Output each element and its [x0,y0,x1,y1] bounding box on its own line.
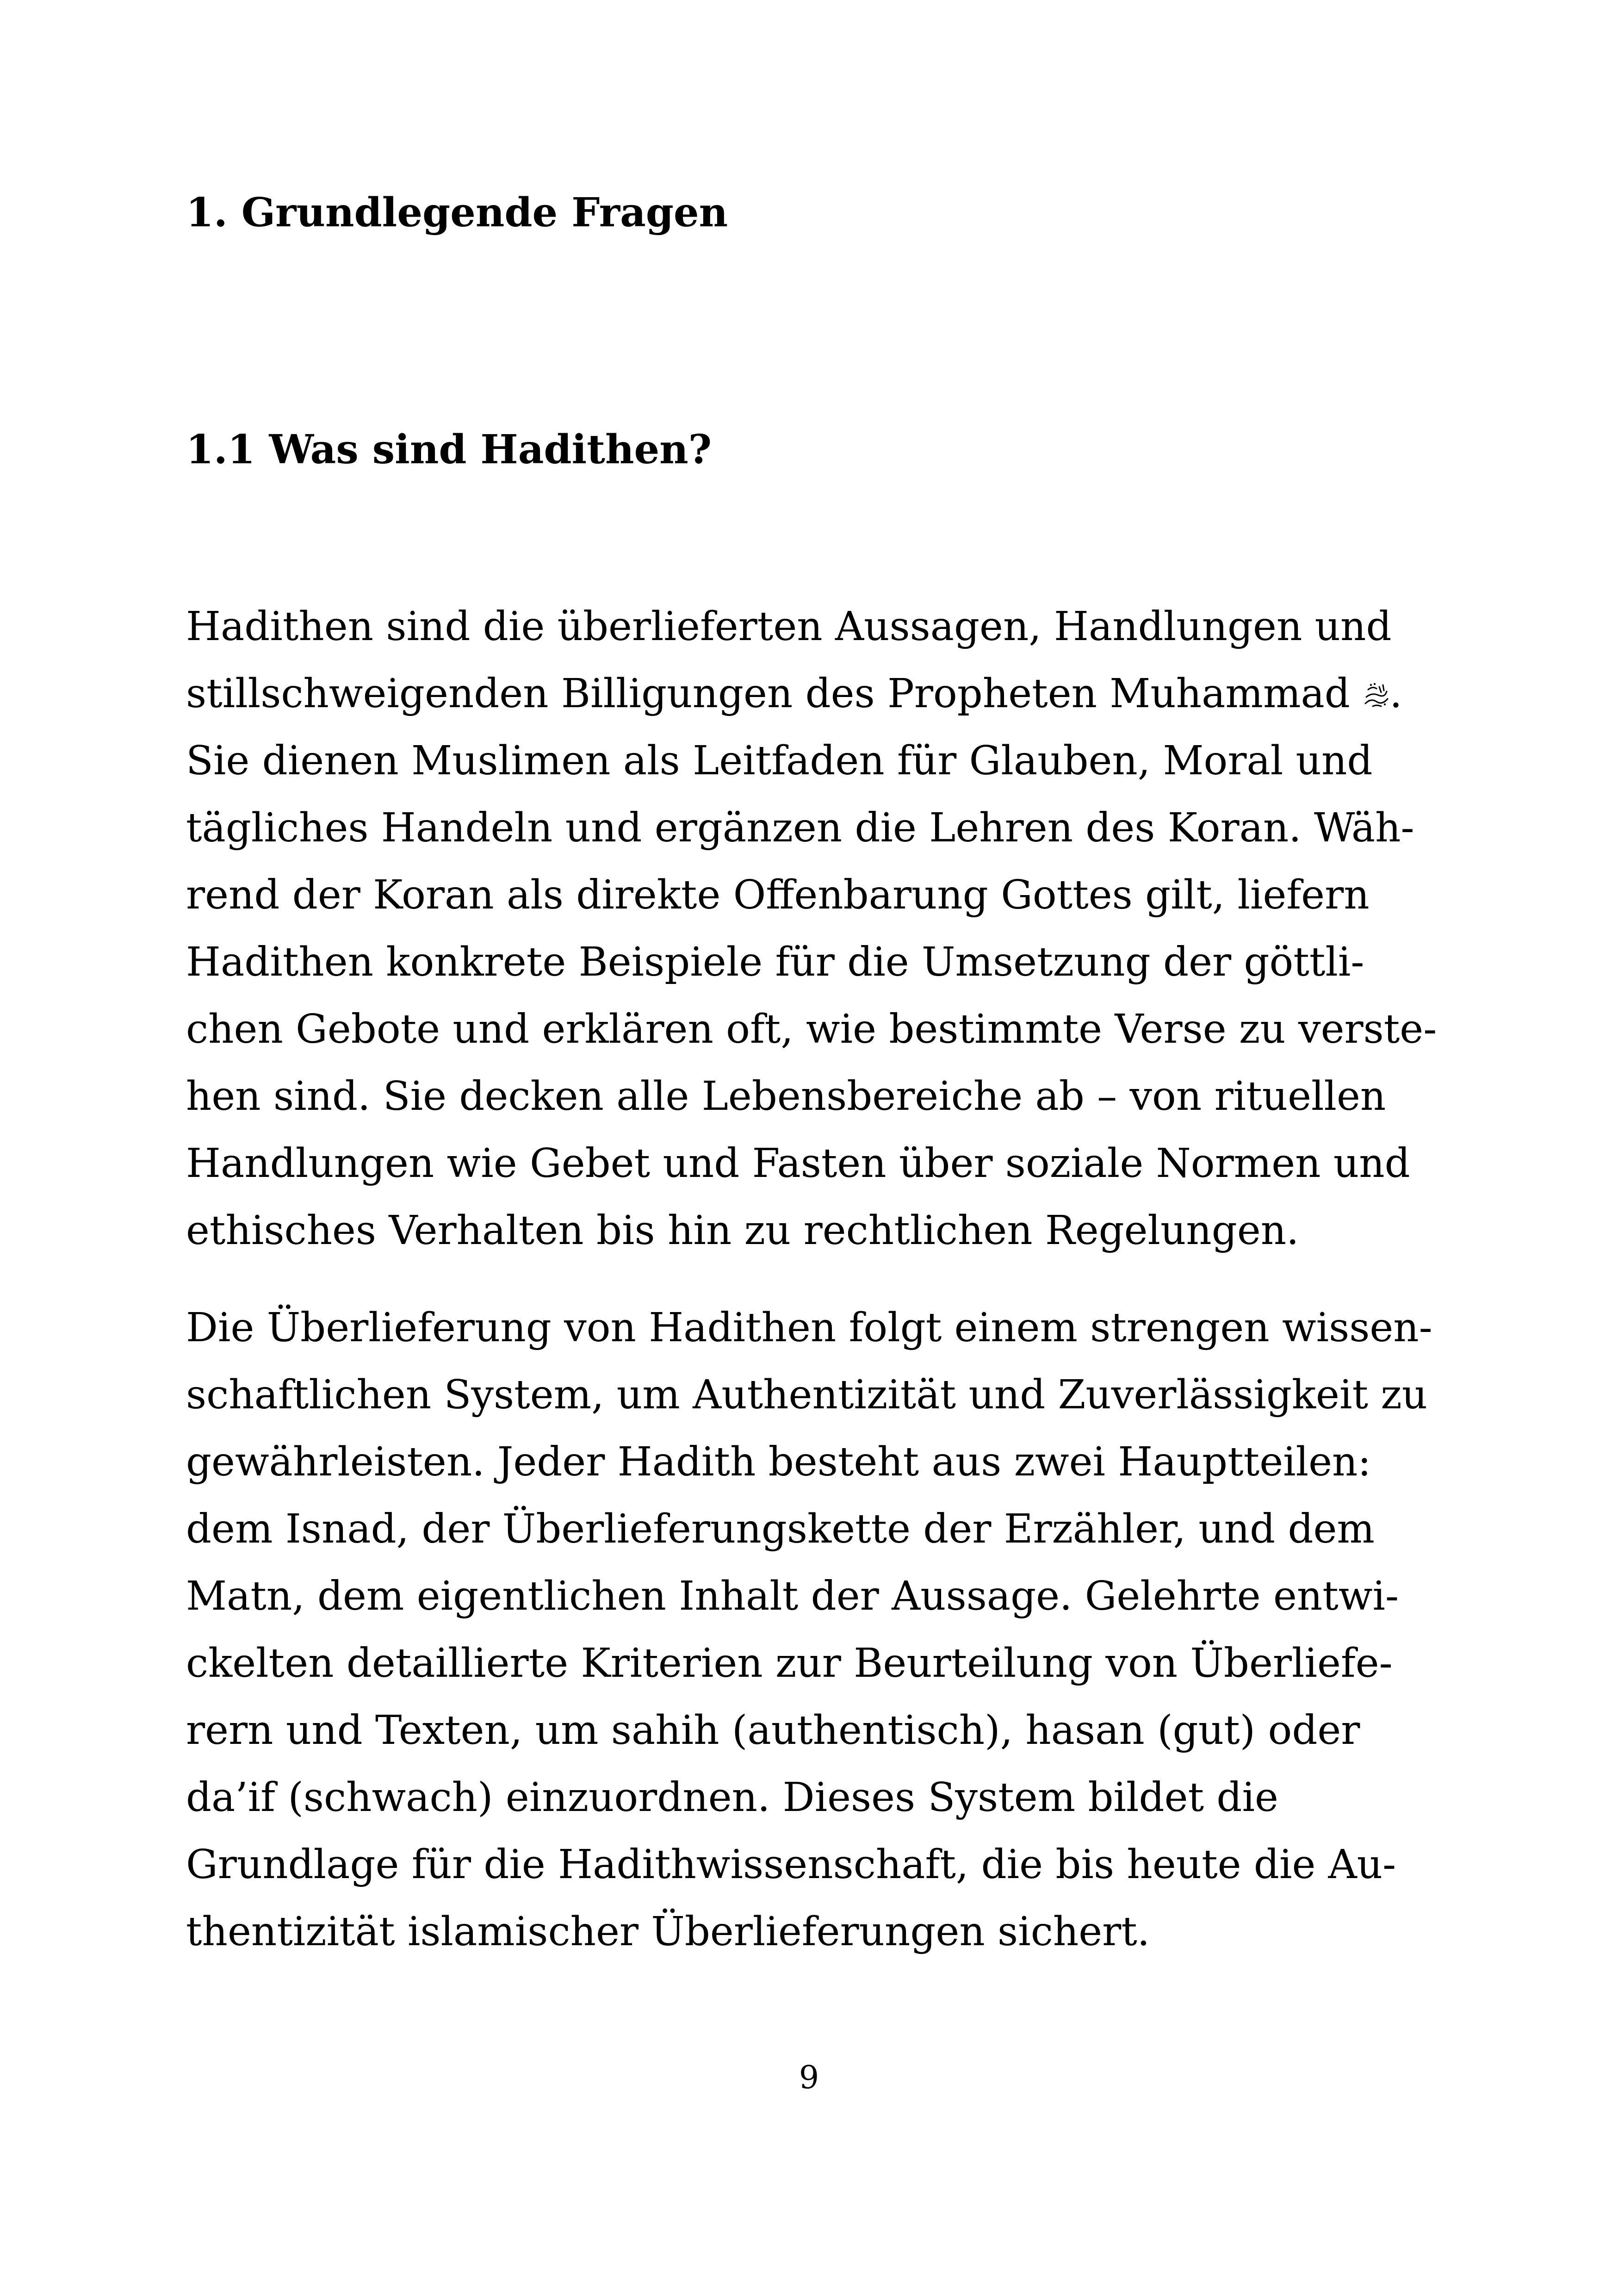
paragraph-line: Matn, dem eigentlichen Inhalt der Aussage. Gelehrte entwi- [186,1573,1399,1619]
paragraph-line: Handlungen wie Gebet und Fasten über soziale Normen und [186,1140,1410,1187]
paragraph-2 [186,1294,1482,1966]
paragraph-line: hen sind. Sie decken alle Lebensbereiche ab – von rituellen [186,1073,1386,1120]
paragraph-1 [186,593,1482,1264]
page-number: 9 [799,2060,819,2096]
paragraph-line: tägliches Handeln und ergänzen die Lehren des Koran. Wäh- [186,805,1414,851]
paragraph-line: rern und Texten, um sahih (authentisch), hasan (gut) oder [186,1707,1360,1754]
paragraph-line: ethisches Verhalten bis hin zu rechtlichen Regelungen. [186,1207,1299,1254]
paragraph-line: schaftlichen System, um Authentizität und Zuverlässigkeit zu [186,1372,1428,1418]
paragraph-line: Die Überlieferung von Hadithen folgt einem strengen wissen- [186,1305,1432,1351]
paragraph-line: Grundlage für die Hadithwissenschaft, die bis heute die Au- [186,1842,1396,1888]
paragraph-line: ckelten detaillierte Kriterien zur Beurteilung von Überliefe- [186,1640,1393,1686]
paragraph-line: Hadithen sind die überlieferten Aussagen, Handlungen und [186,604,1392,650]
paragraph-line: gewährleisten. Jeder Hadith besteht aus zwei Hauptteilen: [186,1439,1371,1485]
paragraph-line-text: stillschweigenden Billigungen des Propheten Muhammad [186,671,1350,717]
section-title: 1.1 Was sind Hadithen? [186,426,712,473]
chapter-title: 1. Grundlegende Fragen [186,189,728,236]
paragraph-line: Hadithen konkrete Beispiele für die Umsetzung der göttli- [186,939,1364,985]
paragraph-line: thentizität islamischer Überlieferungen sichert. [186,1909,1150,1955]
paragraph-line [186,660,1482,728]
paragraph-line: chen Gebote und erklären oft, wie bestimmte Verse zu verste- [186,1006,1437,1052]
paragraph-line: dem Isnad, der Überlieferungskette der Erzähler, und dem [186,1506,1375,1552]
paragraph-line: rend der Koran als direkte Offenbarung Gottes gilt, liefern [186,872,1370,918]
salawat-ligature-icon [1363,662,1389,691]
paragraph-line: Sie dienen Muslimen als Leitfaden für Glauben, Moral und [186,738,1373,784]
paragraph-line-end: . [1389,671,1402,717]
paragraph-line: da’if (schwach) einzuordnen. Dieses System bildet die [186,1774,1278,1821]
